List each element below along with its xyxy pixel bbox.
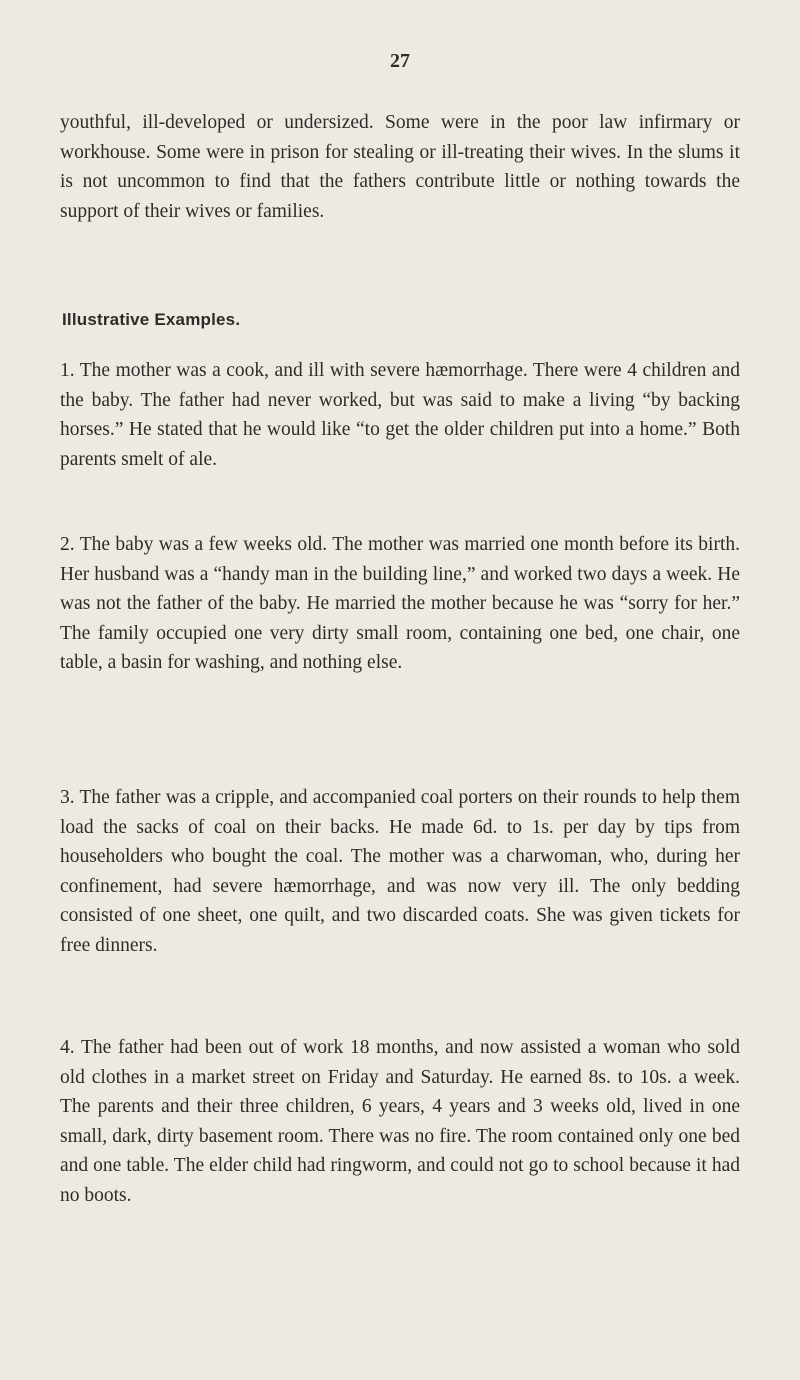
intro-paragraph: youthful, ill-developed or undersized. Some were in the poor law infirmary or workhouse. Some were in prison for stealing or ill-treating their wives. In the slums it is not uncommon to find that the fathers contribute little or nothing towards the support of their wives or families. xyxy=(60,112,740,222)
example-paragraph-4: 4. The father had been out of work 18 months, and now assisted a woman who sold old clothes in a market street on Friday and Saturday. He earned 8s. to 10s. a week. The parents and their three children, 6 years, 4 years and 3 weeks old, lived in one small, dark, dirty basement room. There was no fire. The room contained only one bed and one table. The elder child had ringworm, and could not go to school because it had no boots. xyxy=(60,1037,740,1206)
example-paragraph-2: 2. The baby was a few weeks old. The mother was married one month before its birth. Her husband was a “handy man in the building line,” and worked two days a week. He was not the father of the baby. He married the mother because he was “sorry for her.” The family occupied one very dirty small room, containing one bed, one chair, one table, a basin for washing, and nothing else. xyxy=(60,534,740,673)
section-heading: Illustrative Examples. xyxy=(62,310,241,329)
page-number: 27 xyxy=(390,50,410,72)
example-paragraph-1: 1. The mother was a cook, and ill with severe hæmorrhage. There were 4 children and the baby. The father had never worked, but was said to make a living “by backing horses.” He stated that he would like “to get the older children put into a home.” Both parents smelt of ale. xyxy=(60,360,740,470)
example-paragraph-3: 3. The father was a cripple, and accompanied coal porters on their rounds to help them load the sacks of coal on their backs. He made 6d. to 1s. per day by tips from householders who bought the coal. The mother was a charwoman, who, during her confinement, had severe hæmorrhage, and was now very ill. The only bedding consisted of one sheet, one quilt, and two discarded coats. She was given tickets for free dinners. xyxy=(60,787,740,956)
